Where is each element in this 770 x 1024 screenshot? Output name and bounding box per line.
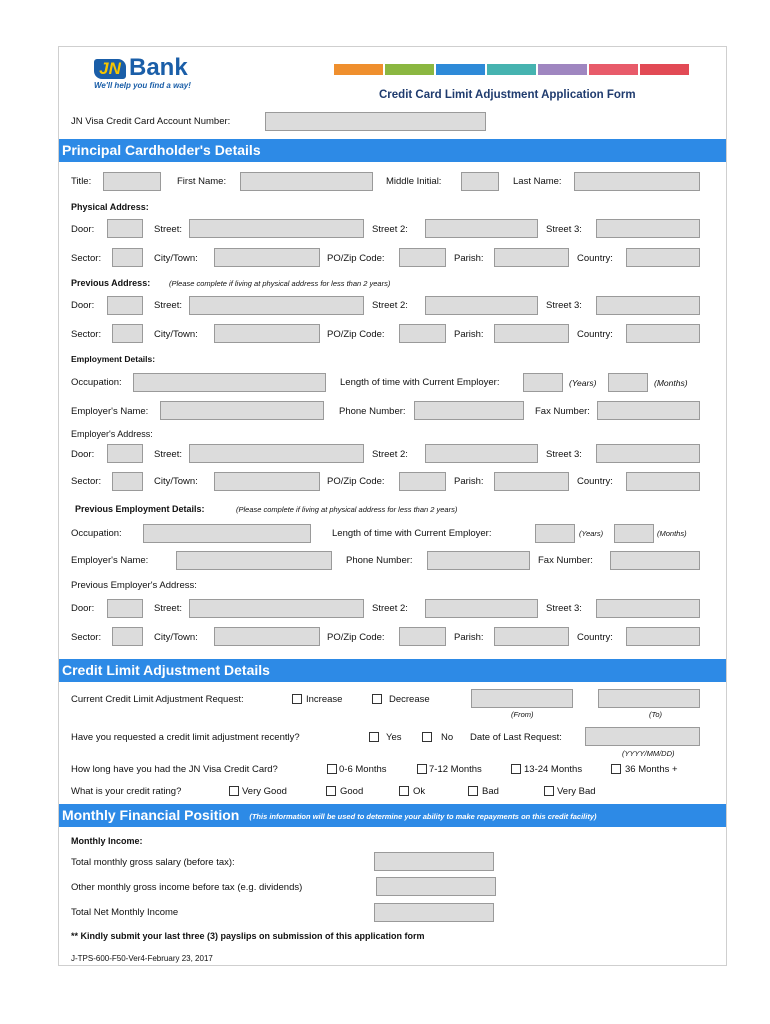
physical-country-field[interactable] — [626, 248, 700, 267]
street3-label: Street 3: — [546, 603, 582, 614]
option-7-12-checkbox[interactable] — [417, 764, 427, 774]
yes-checkbox[interactable] — [369, 732, 379, 742]
door-label: Door: — [71, 449, 95, 460]
option-0-6-label: 0-6 Months — [339, 764, 387, 775]
parish-label: Parish: — [454, 476, 484, 487]
employer-months-field[interactable] — [608, 373, 648, 392]
street2-label: Street 2: — [372, 603, 408, 614]
prev-occupation-field[interactable] — [143, 524, 311, 543]
tagline: We'll help you find a way! — [94, 81, 191, 90]
employer-pozip-field[interactable] — [399, 472, 446, 491]
physical-city-field[interactable] — [214, 248, 320, 267]
occupation-label: Occupation: — [71, 377, 122, 388]
good-label: Good — [340, 786, 364, 797]
monthly-income-label: Monthly Income: — [71, 836, 143, 846]
employer-city-field[interactable] — [214, 472, 320, 491]
employer-years-field[interactable] — [523, 373, 563, 392]
credit-rating-label: What is your credit rating? — [71, 786, 182, 797]
fax-label: Fax Number: — [538, 555, 593, 566]
parish-label: Parish: — [454, 253, 484, 264]
occupation-label: Occupation: — [71, 528, 122, 539]
ok-checkbox[interactable] — [399, 786, 409, 796]
months-note: (Months) — [657, 529, 687, 538]
sector-label: Sector: — [71, 329, 102, 340]
account-number-field[interactable] — [265, 112, 486, 131]
street-label: Street: — [154, 300, 182, 311]
prev-employer-parish-field[interactable] — [494, 627, 569, 646]
option-13-24-checkbox[interactable] — [511, 764, 521, 774]
street2-label: Street 2: — [372, 224, 408, 235]
very-good-label: Very Good — [242, 786, 287, 797]
previous-street2-field[interactable] — [425, 296, 538, 315]
form-code: J-TPS-600-F50-Ver4-February 23, 2017 — [71, 954, 213, 963]
option-36-plus-checkbox[interactable] — [611, 764, 621, 774]
pozip-label: PO/Zip Code: — [327, 476, 385, 487]
previous-employment-note: (Please complete if living at physical address for less than 2 years) — [236, 505, 458, 514]
pozip-label: PO/Zip Code: — [327, 329, 385, 340]
door-label: Door: — [71, 300, 95, 311]
sector-label: Sector: — [71, 632, 102, 643]
decrease-label: Decrease — [389, 694, 430, 705]
previous-address-note: (Please complete if living at physical address for less than 2 years) — [169, 279, 391, 288]
employer-street3-field[interactable] — [596, 444, 700, 463]
sector-label: Sector: — [71, 253, 102, 264]
fax-field[interactable] — [597, 401, 700, 420]
parish-label: Parish: — [454, 632, 484, 643]
last-name-label: Last Name: — [513, 176, 562, 187]
gross-salary-label: Total monthly gross salary (before tax): — [71, 857, 235, 868]
street3-label: Street 3: — [546, 300, 582, 311]
previous-street3-field[interactable] — [596, 296, 700, 315]
physical-street-field[interactable] — [189, 219, 364, 238]
prev-employer-years-field[interactable] — [535, 524, 575, 543]
phone-field[interactable] — [414, 401, 524, 420]
application-form-page — [58, 46, 727, 966]
physical-parish-field[interactable] — [494, 248, 569, 267]
length-employer-label: Length of time with Current Employer: — [340, 377, 500, 388]
prev-employer-city-field[interactable] — [214, 627, 320, 646]
title-label: Title: — [71, 176, 92, 187]
net-income-field[interactable] — [374, 903, 494, 922]
form-title: Credit Card Limit Adjustment Application Form — [379, 89, 636, 101]
length-employer-label: Length of time with Current Employer: — [332, 528, 492, 539]
bad-label: Bad — [482, 786, 499, 797]
street-label: Street: — [154, 224, 182, 235]
door-label: Door: — [71, 603, 95, 614]
option-13-24-label: 13-24 Months — [524, 764, 583, 775]
pozip-label: PO/Zip Code: — [327, 632, 385, 643]
phone-label: Phone Number: — [339, 406, 406, 417]
decrease-checkbox[interactable] — [372, 694, 382, 704]
brand-color-bar — [436, 64, 485, 75]
city-label: City/Town: — [154, 632, 198, 643]
country-label: Country: — [577, 632, 613, 643]
city-label: City/Town: — [154, 253, 198, 264]
previous-employers-address-label: Previous Employer's Address: — [71, 580, 197, 591]
physical-street3-field[interactable] — [596, 219, 700, 238]
physical-address-label: Physical Address: — [71, 202, 149, 212]
middle-initial-label: Middle Initial: — [386, 176, 442, 187]
previous-address-label: Previous Address: — [71, 278, 151, 288]
prev-fax-field[interactable] — [610, 551, 700, 570]
street2-label: Street 2: — [372, 300, 408, 311]
employer-street-field[interactable] — [189, 444, 364, 463]
requested-recently-label: Have you requested a credit limit adjustment recently? — [71, 732, 300, 743]
street3-label: Street 3: — [546, 224, 582, 235]
pozip-label: PO/Zip Code: — [327, 253, 385, 264]
first-name-label: First Name: — [177, 176, 227, 187]
brand-color-bar — [385, 64, 434, 75]
other-income-field[interactable] — [376, 877, 496, 896]
option-0-6-checkbox[interactable] — [327, 764, 337, 774]
street-label: Street: — [154, 603, 182, 614]
limit-from-field[interactable] — [471, 689, 573, 708]
brand-color-bar — [334, 64, 383, 75]
limit-to-field[interactable] — [598, 689, 700, 708]
account-number-label: JN Visa Credit Card Account Number: — [71, 116, 231, 127]
door-label: Door: — [71, 224, 95, 235]
physical-pozip-field[interactable] — [399, 248, 446, 267]
fax-label: Fax Number: — [535, 406, 590, 417]
ok-label: Ok — [413, 786, 426, 797]
employer-street2-field[interactable] — [425, 444, 538, 463]
employer-parish-field[interactable] — [494, 472, 569, 491]
brand-color-bar — [487, 64, 536, 75]
street-label: Street: — [154, 449, 182, 460]
prev-employer-street3-field[interactable] — [596, 599, 700, 618]
other-income-label: Other monthly gross income before tax (e.g. dividends) — [71, 882, 303, 893]
months-note: (Months) — [654, 378, 688, 388]
street2-label: Street 2: — [372, 449, 408, 460]
previous-sector-field[interactable] — [112, 324, 143, 343]
middle-initial-field[interactable] — [461, 172, 499, 191]
increase-checkbox[interactable] — [292, 694, 302, 704]
previous-pozip-field[interactable] — [399, 324, 446, 343]
employers-address-label: Employer's Address: — [71, 429, 153, 439]
physical-sector-field[interactable] — [112, 248, 143, 267]
prev-employers-name-field[interactable] — [176, 551, 332, 570]
physical-street2-field[interactable] — [425, 219, 538, 238]
previous-employment-label: Previous Employment Details: — [75, 504, 205, 514]
increase-label: Increase — [306, 694, 343, 705]
date-format-note: (YYYY/MM/DD) — [622, 749, 675, 758]
bad-checkbox[interactable] — [468, 786, 478, 796]
option-7-12-label: 7-12 Months — [429, 764, 482, 775]
credit-request-label: Current Credit Limit Adjustment Request: — [71, 694, 244, 705]
from-note: (From) — [511, 710, 534, 719]
previous-city-field[interactable] — [214, 324, 320, 343]
prev-employer-months-field[interactable] — [614, 524, 654, 543]
years-note: (Years) — [569, 378, 597, 388]
yes-label: Yes — [386, 732, 402, 743]
previous-door-field[interactable] — [107, 296, 143, 315]
title-field[interactable] — [103, 172, 161, 191]
prev-employer-pozip-field[interactable] — [399, 627, 446, 646]
brand-color-bar — [589, 64, 638, 75]
years-note: (Years) — [579, 529, 604, 538]
principal-cardholder-heading: Principal Cardholder's Details — [59, 139, 726, 162]
employment-details-label: Employment Details: — [71, 354, 156, 364]
parish-label: Parish: — [454, 329, 484, 340]
to-note: (To) — [649, 710, 663, 719]
city-label: City/Town: — [154, 476, 198, 487]
country-label: Country: — [577, 476, 613, 487]
brand-color-bar — [538, 64, 587, 75]
gross-salary-field[interactable] — [374, 852, 494, 871]
last-name-field[interactable] — [574, 172, 700, 191]
employers-name-label: Employer's Name: — [71, 406, 149, 417]
good-checkbox[interactable] — [326, 786, 336, 796]
option-36-plus-label: 36 Months + — [625, 764, 678, 775]
very-good-checkbox[interactable] — [229, 786, 239, 796]
employers-name-label: Employer's Name: — [71, 555, 149, 566]
monthly-financial-title: Monthly Financial Position — [62, 807, 240, 823]
physical-door-field[interactable] — [107, 219, 143, 238]
no-checkbox[interactable] — [422, 732, 432, 742]
date-last-request-label: Date of Last Request: — [470, 732, 562, 743]
prev-employer-door-field[interactable] — [107, 599, 143, 618]
prev-phone-field[interactable] — [427, 551, 530, 570]
net-income-label: Total Net Monthly Income — [71, 907, 179, 918]
country-label: Country: — [577, 329, 613, 340]
city-label: City/Town: — [154, 329, 198, 340]
credit-limit-heading: Credit Limit Adjustment Details — [59, 659, 726, 682]
monthly-financial-subheading: (This information will be used to determine your ability to make repayments on this credit facility) — [249, 812, 597, 821]
bank-logo-word: Bank — [129, 54, 188, 81]
monthly-financial-heading — [59, 804, 726, 827]
previous-country-field[interactable] — [626, 324, 700, 343]
prev-employer-sector-field[interactable] — [112, 627, 143, 646]
sector-label: Sector: — [71, 476, 102, 487]
prev-employer-street2-field[interactable] — [425, 599, 538, 618]
previous-parish-field[interactable] — [494, 324, 569, 343]
prev-employer-country-field[interactable] — [626, 627, 700, 646]
date-last-request-field[interactable] — [585, 727, 700, 746]
country-label: Country: — [577, 253, 613, 264]
first-name-field[interactable] — [240, 172, 373, 191]
employer-sector-field[interactable] — [112, 472, 143, 491]
employers-name-field[interactable] — [160, 401, 324, 420]
payslips-note: ** Kindly submit your last three (3) payslips on submission of this application form — [71, 931, 425, 941]
employer-door-field[interactable] — [107, 444, 143, 463]
brand-color-bar — [640, 64, 689, 75]
how-long-label: How long have you had the JN Visa Credit Card? — [71, 764, 278, 775]
jn-logo-icon: JN — [94, 59, 126, 79]
phone-label: Phone Number: — [346, 555, 413, 566]
street3-label: Street 3: — [546, 449, 582, 460]
very-bad-checkbox[interactable] — [544, 786, 554, 796]
very-bad-label: Very Bad — [557, 786, 596, 797]
previous-street-field[interactable] — [189, 296, 364, 315]
prev-employer-street-field[interactable] — [189, 599, 364, 618]
employer-country-field[interactable] — [626, 472, 700, 491]
occupation-field[interactable] — [133, 373, 326, 392]
no-label: No — [441, 732, 454, 743]
